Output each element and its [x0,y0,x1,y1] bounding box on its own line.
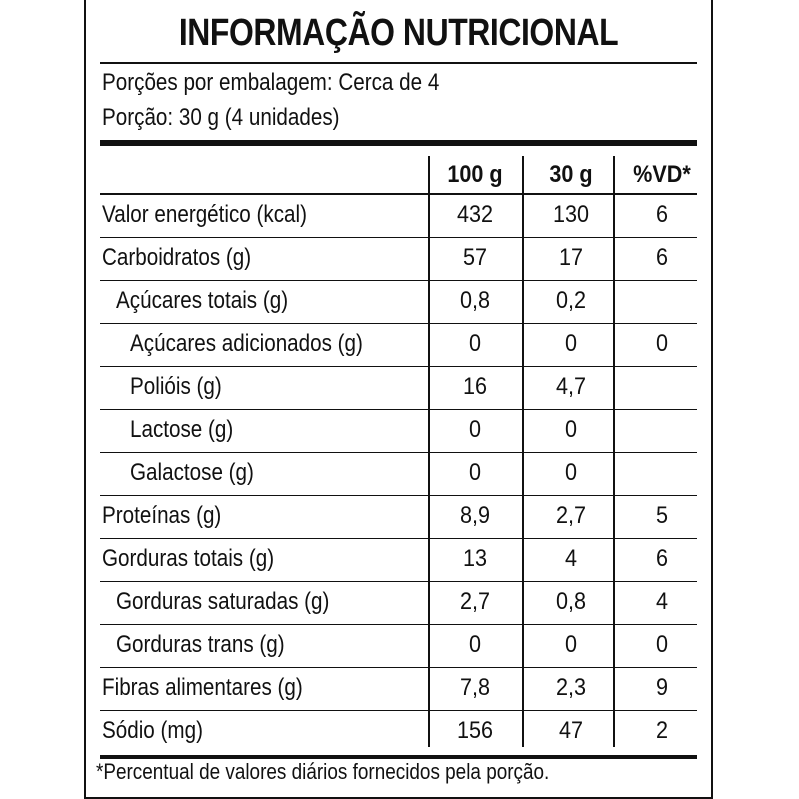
value-per-serving: 0 [564,330,578,357]
value-per-serving: 0,2 [555,287,587,314]
nutrient-row [100,194,697,236]
serving-size: Porção: 30 g (4 unidades) [102,104,340,131]
daily-value-percent [622,452,703,494]
nutrient-row [100,366,697,408]
nutrient-label: Valor energético (kcal) [102,201,307,228]
daily-value-percent: 9 [655,674,669,701]
value-per-serving: 0 [564,459,578,486]
nutrient-row [100,237,697,279]
column-header-30g: 30 g [549,161,593,188]
value-per-serving: 4,7 [555,373,587,400]
nutrient-row [100,495,697,537]
value-per-serving: 2,3 [555,674,587,701]
daily-value-percent [622,280,703,322]
thick-divider [100,140,697,146]
value-per-100g: 7,8 [459,674,491,701]
daily-value-percent [622,409,703,451]
nutrient-row [100,409,697,451]
value-per-100g: 16 [462,373,488,400]
value-per-100g: 8,9 [459,502,491,529]
daily-value-percent: 6 [655,545,669,572]
nutrient-label: Sódio (mg) [102,717,203,744]
daily-value-percent: 5 [655,502,669,529]
value-per-100g: 156 [456,717,494,744]
nutrient-label: Gorduras totais (g) [102,545,275,572]
nutrient-row [100,667,697,709]
nutrient-row [100,452,697,494]
daily-value-percent [622,366,703,408]
nutrient-row [100,624,697,666]
nutrient-row [100,280,697,322]
column-header-vd: %VD* [633,161,691,188]
nutrient-label: Lactose (g) [130,416,234,443]
nutrient-label: Açúcares adicionados (g) [130,330,363,357]
daily-value-percent: 6 [655,201,669,228]
daily-value-percent: 0 [655,330,669,357]
nutrient-label: Galactose (g) [130,459,254,486]
value-per-100g: 432 [456,201,494,228]
value-per-100g: 0 [468,459,482,486]
daily-value-percent: 0 [655,631,669,658]
value-per-serving: 47 [558,717,584,744]
column-divider [428,156,430,747]
value-per-100g: 0 [468,416,482,443]
daily-value-percent: 4 [655,588,669,615]
value-per-100g: 2,7 [459,588,491,615]
table-header-row [100,154,697,196]
value-per-100g: 0,8 [459,287,491,314]
column-divider [522,156,524,747]
value-per-serving: 0 [564,416,578,443]
daily-value-percent: 2 [655,717,669,744]
value-per-serving: 2,7 [555,502,587,529]
panel-title: INFORMAÇÃO NUTRICIONAL [178,12,619,54]
nutrient-label: Fibras alimentares (g) [102,674,303,701]
column-divider [613,156,615,747]
title-divider [100,62,697,64]
value-per-serving: 17 [558,244,584,271]
nutrient-row [100,581,697,623]
value-per-serving: 4 [564,545,578,572]
value-per-100g: 57 [462,244,488,271]
value-per-serving: 0,8 [555,588,587,615]
value-per-serving: 130 [552,201,590,228]
servings-per-package: Porções por embalagem: Cerca de 4 [102,69,440,96]
nutrient-label: Gorduras saturadas (g) [116,588,330,615]
nutrient-row [100,710,697,752]
nutrient-label: Proteínas (g) [102,502,222,529]
value-per-100g: 13 [462,545,488,572]
nutrient-label: Polióis (g) [130,373,222,400]
value-per-100g: 0 [468,330,482,357]
nutrient-row [100,538,697,580]
nutrition-facts-panel [84,0,713,799]
nutrient-label: Gorduras trans (g) [116,631,285,658]
value-per-serving: 0 [564,631,578,658]
nutrient-label: Açúcares totais (g) [116,287,289,314]
daily-value-percent: 6 [655,244,669,271]
value-per-100g: 0 [468,631,482,658]
column-header-100g: 100 g [447,161,503,188]
nutrient-row [100,323,697,365]
nutrient-label: Carboidratos (g) [102,244,252,271]
footnote: *Percentual de valores diários fornecidos pela porção. [96,759,550,784]
